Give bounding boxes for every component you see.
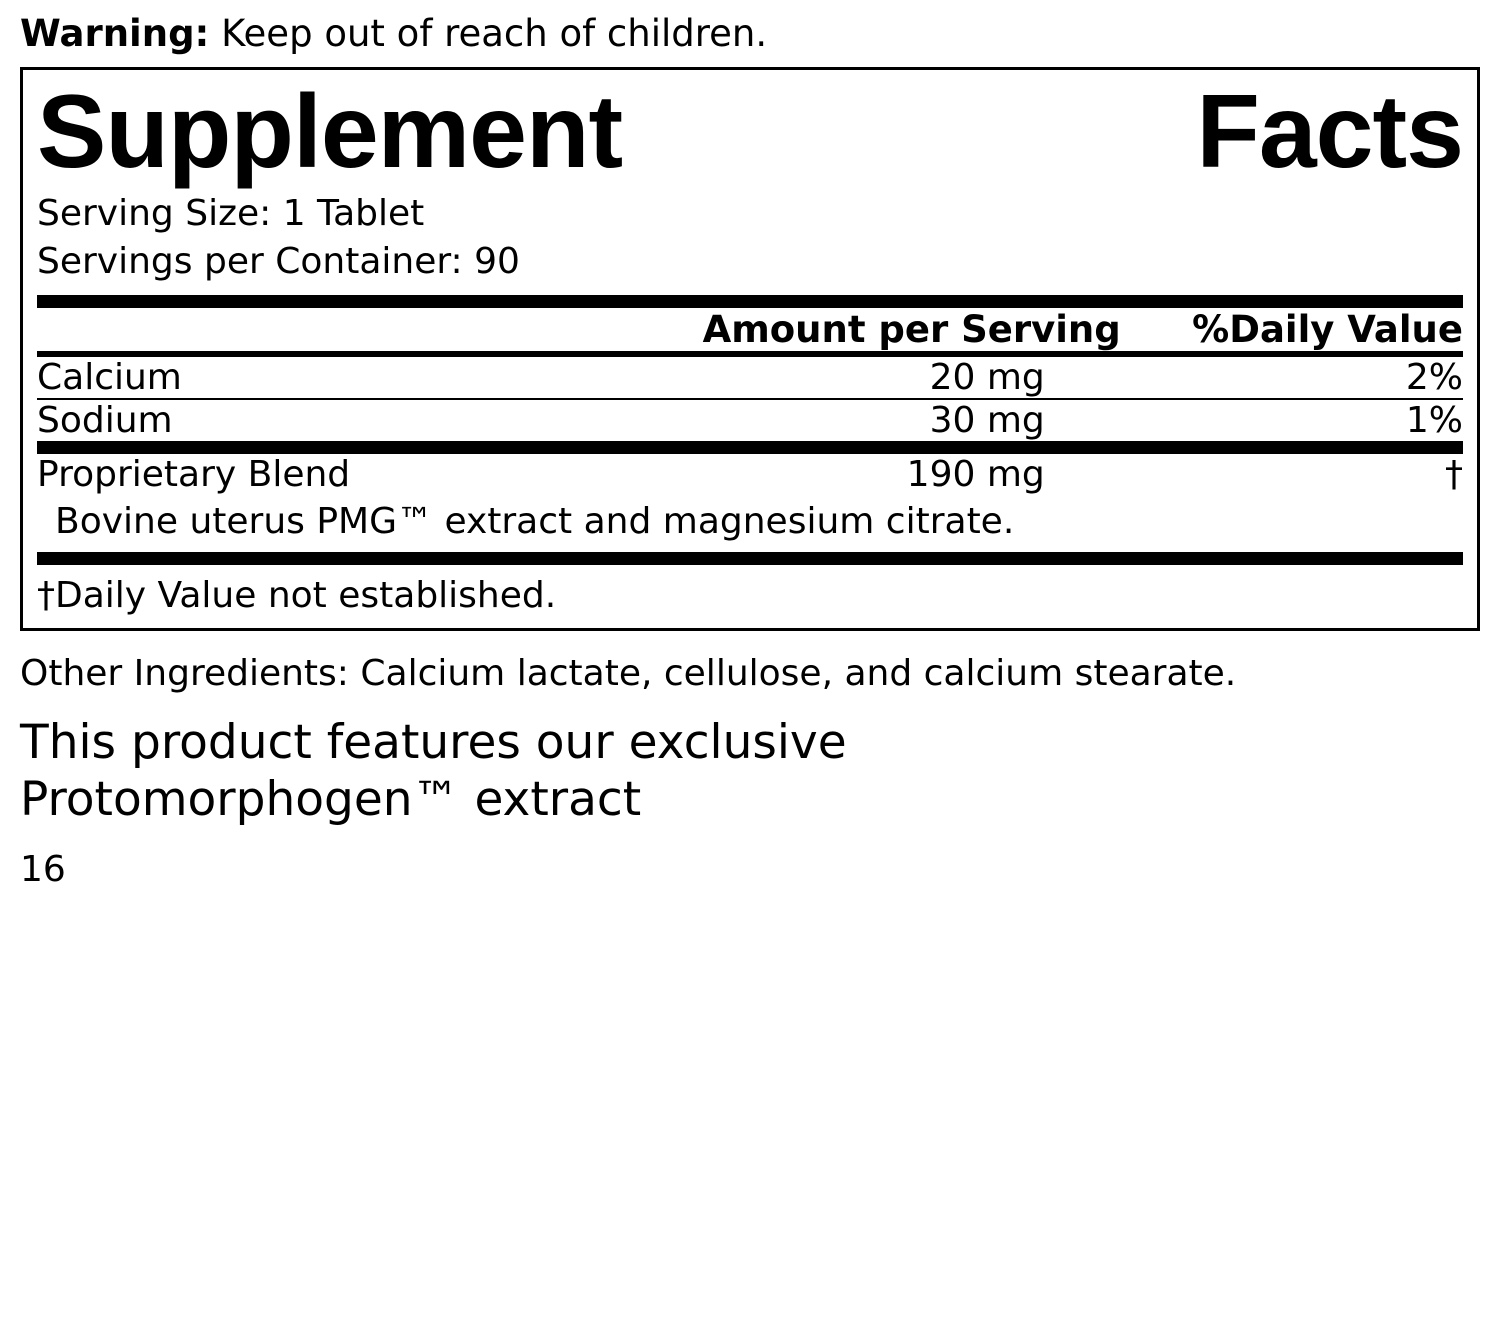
rule-above-blend [37, 441, 1463, 454]
other-ingredients: Other Ingredients: Calcium lactate, cellulose, and calcium stearate. [20, 653, 1237, 695]
header-amount-per-serving: Amount per Serving [702, 308, 1121, 352]
blend-description: Bovine uterus PMG™ extract and magnesium citrate. [55, 501, 1015, 543]
warning-line [20, 0, 1480, 67]
rule-thick-top [37, 295, 1463, 308]
servings-per-container: Servings per Container: 90 [37, 240, 520, 282]
table-row [37, 400, 1463, 441]
nutrient-amount: 20 mg [929, 357, 1045, 399]
nutrient-amount: 30 mg [929, 400, 1045, 442]
table-header-row [37, 308, 1463, 351]
page-number: 16 [20, 848, 66, 890]
warning-label: Warning: [20, 12, 210, 55]
warning-text: Keep out of reach of children. [221, 12, 768, 55]
table-row [37, 454, 1463, 495]
feature-text [20, 700, 1480, 829]
serving-size: Serving Size: 1 Tablet [37, 193, 425, 234]
blend-row-table [37, 454, 1463, 495]
nutrient-dv: 2% [1405, 357, 1463, 399]
table-row [37, 357, 1463, 398]
nutrient-rows-2 [37, 400, 1463, 441]
panel-title [37, 70, 1463, 190]
rule-below-blend [37, 552, 1463, 565]
daily-value-footnote: †Daily Value not established. [37, 575, 557, 617]
blend-name: Proprietary Blend [37, 454, 351, 496]
header-daily-value: %Daily Value [1192, 308, 1463, 352]
header-blank [37, 308, 579, 351]
nutrition-table [37, 308, 1463, 351]
panel-title-facts: Facts [1196, 73, 1463, 190]
feature-line-1: This product features our exclusive [20, 715, 847, 771]
nutrient-dv: 1% [1405, 400, 1463, 442]
supplement-facts-panel [20, 67, 1480, 631]
nutrient-name: Calcium [37, 357, 182, 399]
nutrient-rows [37, 357, 1463, 398]
blend-dv: † [1445, 454, 1463, 496]
serving-info [37, 190, 1463, 295]
blend-amount: 190 mg [906, 454, 1045, 496]
feature-line-2: Protomorphogen™ extract [20, 772, 642, 828]
panel-title-supplement: Supplement [37, 73, 623, 190]
nutrient-name: Sodium [37, 400, 173, 442]
